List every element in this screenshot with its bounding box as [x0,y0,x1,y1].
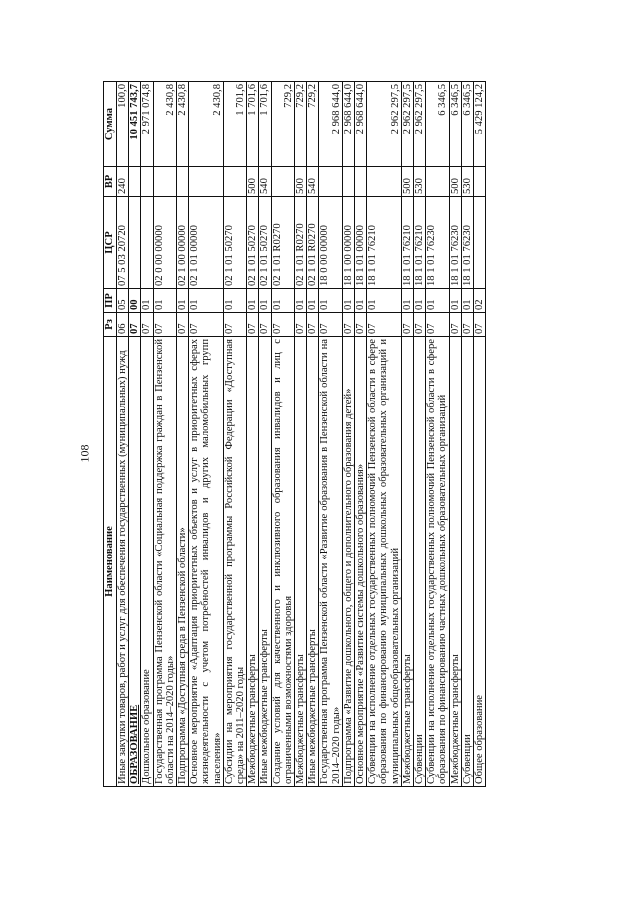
row-name: Подпрограмма «Доступная среда в Пензенской области» [177,337,189,787]
row-csr: 02 1 01 50270 [247,197,259,289]
row-sum: 729,2 [271,82,294,167]
row-pr: 01 [177,289,189,313]
table-row [461,82,473,787]
row-csr [474,197,486,289]
row-vr: 500 [449,167,461,197]
row-vr: 540 [307,167,319,197]
row-name: Иные межбюджетные трансферты [259,337,271,787]
row-rz: 07 [449,313,461,337]
header-csr: ЦСР [104,197,117,289]
row-vr: 530 [461,167,473,197]
row-sum: 2 968 644,0 [342,82,354,167]
row-vr: 500 [295,167,307,197]
row-rz: 07 [474,313,486,337]
row-pr: 01 [271,289,294,313]
row-rz: 07 [259,313,271,337]
row-name: Основное мероприятие «Адаптация приоритетных объектов и услуг в приоритетных сферах жизнедеятельности с учетом потребностей инвалидов и других маломобильных групп населения» [189,337,224,787]
row-rz: 07 [461,313,473,337]
row-vr [271,167,294,197]
row-vr [367,167,402,197]
row-vr: 500 [247,167,259,197]
row-csr: 18 0 00 00000 [319,197,342,289]
row-csr: 18 1 01 76210 [414,197,426,289]
row-csr: 02 1 01 50270 [223,197,246,289]
row-vr [319,167,342,197]
row-pr: 01 [355,289,367,313]
budget-table [103,81,486,787]
row-name: Субвенции [414,337,426,787]
row-name: Субвенции на исполнение отдельных государственных полномочий Пензенской области в сфере образования по финансированию муниципальных дошкольных образовательных организаций и муниципальных общеобразовательных организаций [367,337,402,787]
row-rz: 06 [117,313,129,337]
row-pr: 01 [414,289,426,313]
table-row [426,82,449,787]
row-pr: 05 [117,289,129,313]
row-sum: 2 962 297,5 [401,82,413,167]
row-rz: 07 [129,313,141,337]
row-name: Государственная программа Пензенской области «Социальная поддержка граждан в Пензенской области на 2014–2020 годы» [153,337,176,787]
row-name: Общее образование [474,337,486,787]
row-csr: 18 1 01 76230 [449,197,461,289]
row-rz: 07 [177,313,189,337]
row-sum: 2 962 297,5 [414,82,426,167]
row-sum: 1 701,6 [223,82,246,167]
row-vr [153,167,176,197]
header-name: Наименование [104,337,117,787]
row-rz: 07 [271,313,294,337]
row-name: Субсидии на мероприятия государственной программы Российской Федерации «Доступная среда» на 2011–2020 годы [223,337,246,787]
row-csr: 18 1 01 76210 [367,197,402,289]
header-vr: ВР [104,167,117,197]
row-rz: 07 [247,313,259,337]
table-row [247,82,259,787]
table-row [223,82,246,787]
table-row [189,82,224,787]
row-rz: 07 [367,313,402,337]
row-rz: 07 [223,313,246,337]
table-row [271,82,294,787]
row-vr [474,167,486,197]
row-vr: 240 [117,167,129,197]
row-name: Дошкольное образование [141,337,153,787]
table-row [141,82,153,787]
row-rz: 07 [307,313,319,337]
table-row [307,82,319,787]
table-row [259,82,271,787]
row-pr: 01 [153,289,176,313]
row-vr [189,167,224,197]
row-name: Межбюджетные трансферты [295,337,307,787]
row-vr [177,167,189,197]
row-pr: 01 [295,289,307,313]
row-rz: 07 [355,313,367,337]
table-row [367,82,402,787]
row-pr: 01 [259,289,271,313]
table-row [401,82,413,787]
table-row [474,82,486,787]
row-vr: 530 [414,167,426,197]
row-rz: 07 [189,313,224,337]
row-pr: 01 [247,289,259,313]
row-csr: 07 5 03 20720 [117,197,129,289]
row-pr: 01 [426,289,449,313]
row-sum: 2 430,8 [177,82,189,167]
row-sum: 729,2 [295,82,307,167]
row-name: Государственная программа Пензенской области «Развитие образования в Пензенской области на 2014–2020 годы» [319,337,342,787]
row-name: Межбюджетные трансферты [401,337,413,787]
row-vr [223,167,246,197]
row-sum: 100,0 [117,82,129,167]
rotated-budget-table [103,82,553,787]
table-row [449,82,461,787]
table-row [153,82,176,787]
header-pr: ПР [104,289,117,313]
header-rz: Рз [104,313,117,337]
row-sum: 2 968 644,0 [355,82,367,167]
row-vr: 540 [259,167,271,197]
row-pr: 01 [223,289,246,313]
row-sum: 5 429 124,2 [474,82,486,167]
row-csr: 18 1 01 76210 [401,197,413,289]
row-sum: 1 701,6 [259,82,271,167]
row-rz: 07 [401,313,413,337]
row-csr: 02 1 01 R0270 [271,197,294,289]
row-pr: 01 [461,289,473,313]
row-sum: 2 962 297,5 [367,82,402,167]
row-csr: 18 1 01 00000 [355,197,367,289]
row-pr: 01 [141,289,153,313]
table-row [295,82,307,787]
row-pr: 01 [401,289,413,313]
header-sum: Сумма [104,82,117,167]
row-rz: 07 [319,313,342,337]
row-sum: 2 968 644,0 [319,82,342,167]
row-csr [141,197,153,289]
row-vr: 500 [401,167,413,197]
row-name: Иные межбюджетные трансферты [307,337,319,787]
row-csr: 02 0 00 00000 [153,197,176,289]
row-pr: 01 [307,289,319,313]
row-sum: 2 971 074,8 [141,82,153,167]
table-body [117,82,486,787]
row-vr [355,167,367,197]
row-rz: 07 [153,313,176,337]
row-csr: 02 1 01 50270 [259,197,271,289]
row-pr: 00 [129,289,141,313]
row-vr [141,167,153,197]
row-vr [426,167,449,197]
row-sum: 6 346,5 [461,82,473,167]
row-name: Подпрограмма «Развитие дошкольного, общего и дополнительного образования детей» [342,337,354,787]
row-sum: 10 451 743,7 [129,82,141,167]
row-pr: 01 [367,289,402,313]
row-pr: 02 [474,289,486,313]
row-sum: 6 346,5 [426,82,449,167]
row-name: Основное мероприятие «Развитие системы дошкольного образования» [355,337,367,787]
row-rz: 07 [295,313,307,337]
row-csr: 18 1 00 00000 [342,197,354,289]
row-vr [342,167,354,197]
row-rz: 07 [141,313,153,337]
row-pr: 01 [342,289,354,313]
row-rz: 07 [426,313,449,337]
table-row [342,82,354,787]
table-row [319,82,342,787]
row-csr: 02 1 01 R0270 [307,197,319,289]
table-header-row [104,82,117,787]
row-pr: 01 [189,289,224,313]
table-row [355,82,367,787]
row-name: Создание условий для качественного и инклюзивного образования инвалидов и лиц с ограниченными возможностями здоровья [271,337,294,787]
row-sum: 729,2 [307,82,319,167]
table-row [117,82,129,787]
row-sum: 2 430,8 [153,82,176,167]
row-name: Субвенции [461,337,473,787]
row-csr: 02 1 00 00000 [177,197,189,289]
table-row [414,82,426,787]
row-sum: 2 430,8 [189,82,224,167]
table-row [129,82,141,787]
page-number: 108 [77,444,92,463]
row-csr [129,197,141,289]
row-csr: 02 1 01 R0270 [295,197,307,289]
row-sum: 1 701,6 [247,82,259,167]
row-name: Иные закупки товаров, работ и услуг для обеспечения государственных (муниципальных) нужд [117,337,129,787]
row-vr [129,167,141,197]
row-rz: 07 [342,313,354,337]
row-pr: 01 [449,289,461,313]
row-csr: 18 1 01 76230 [461,197,473,289]
table-row [177,82,189,787]
row-pr: 01 [319,289,342,313]
row-name: Межбюджетные трансферты [449,337,461,787]
row-sum: 6 346,5 [449,82,461,167]
row-rz: 07 [414,313,426,337]
row-name: Межбюджетные трансферты [247,337,259,787]
row-csr: 18 1 01 76230 [426,197,449,289]
row-name: ОБРАЗОВАНИЕ [129,337,141,787]
row-csr: 02 1 01 00000 [189,197,224,289]
row-name: Субвенции на исполнение отдельных государственных полномочий Пензенской области в сфере образования по финансированию частных дошкольных образовательных организаций [426,337,449,787]
